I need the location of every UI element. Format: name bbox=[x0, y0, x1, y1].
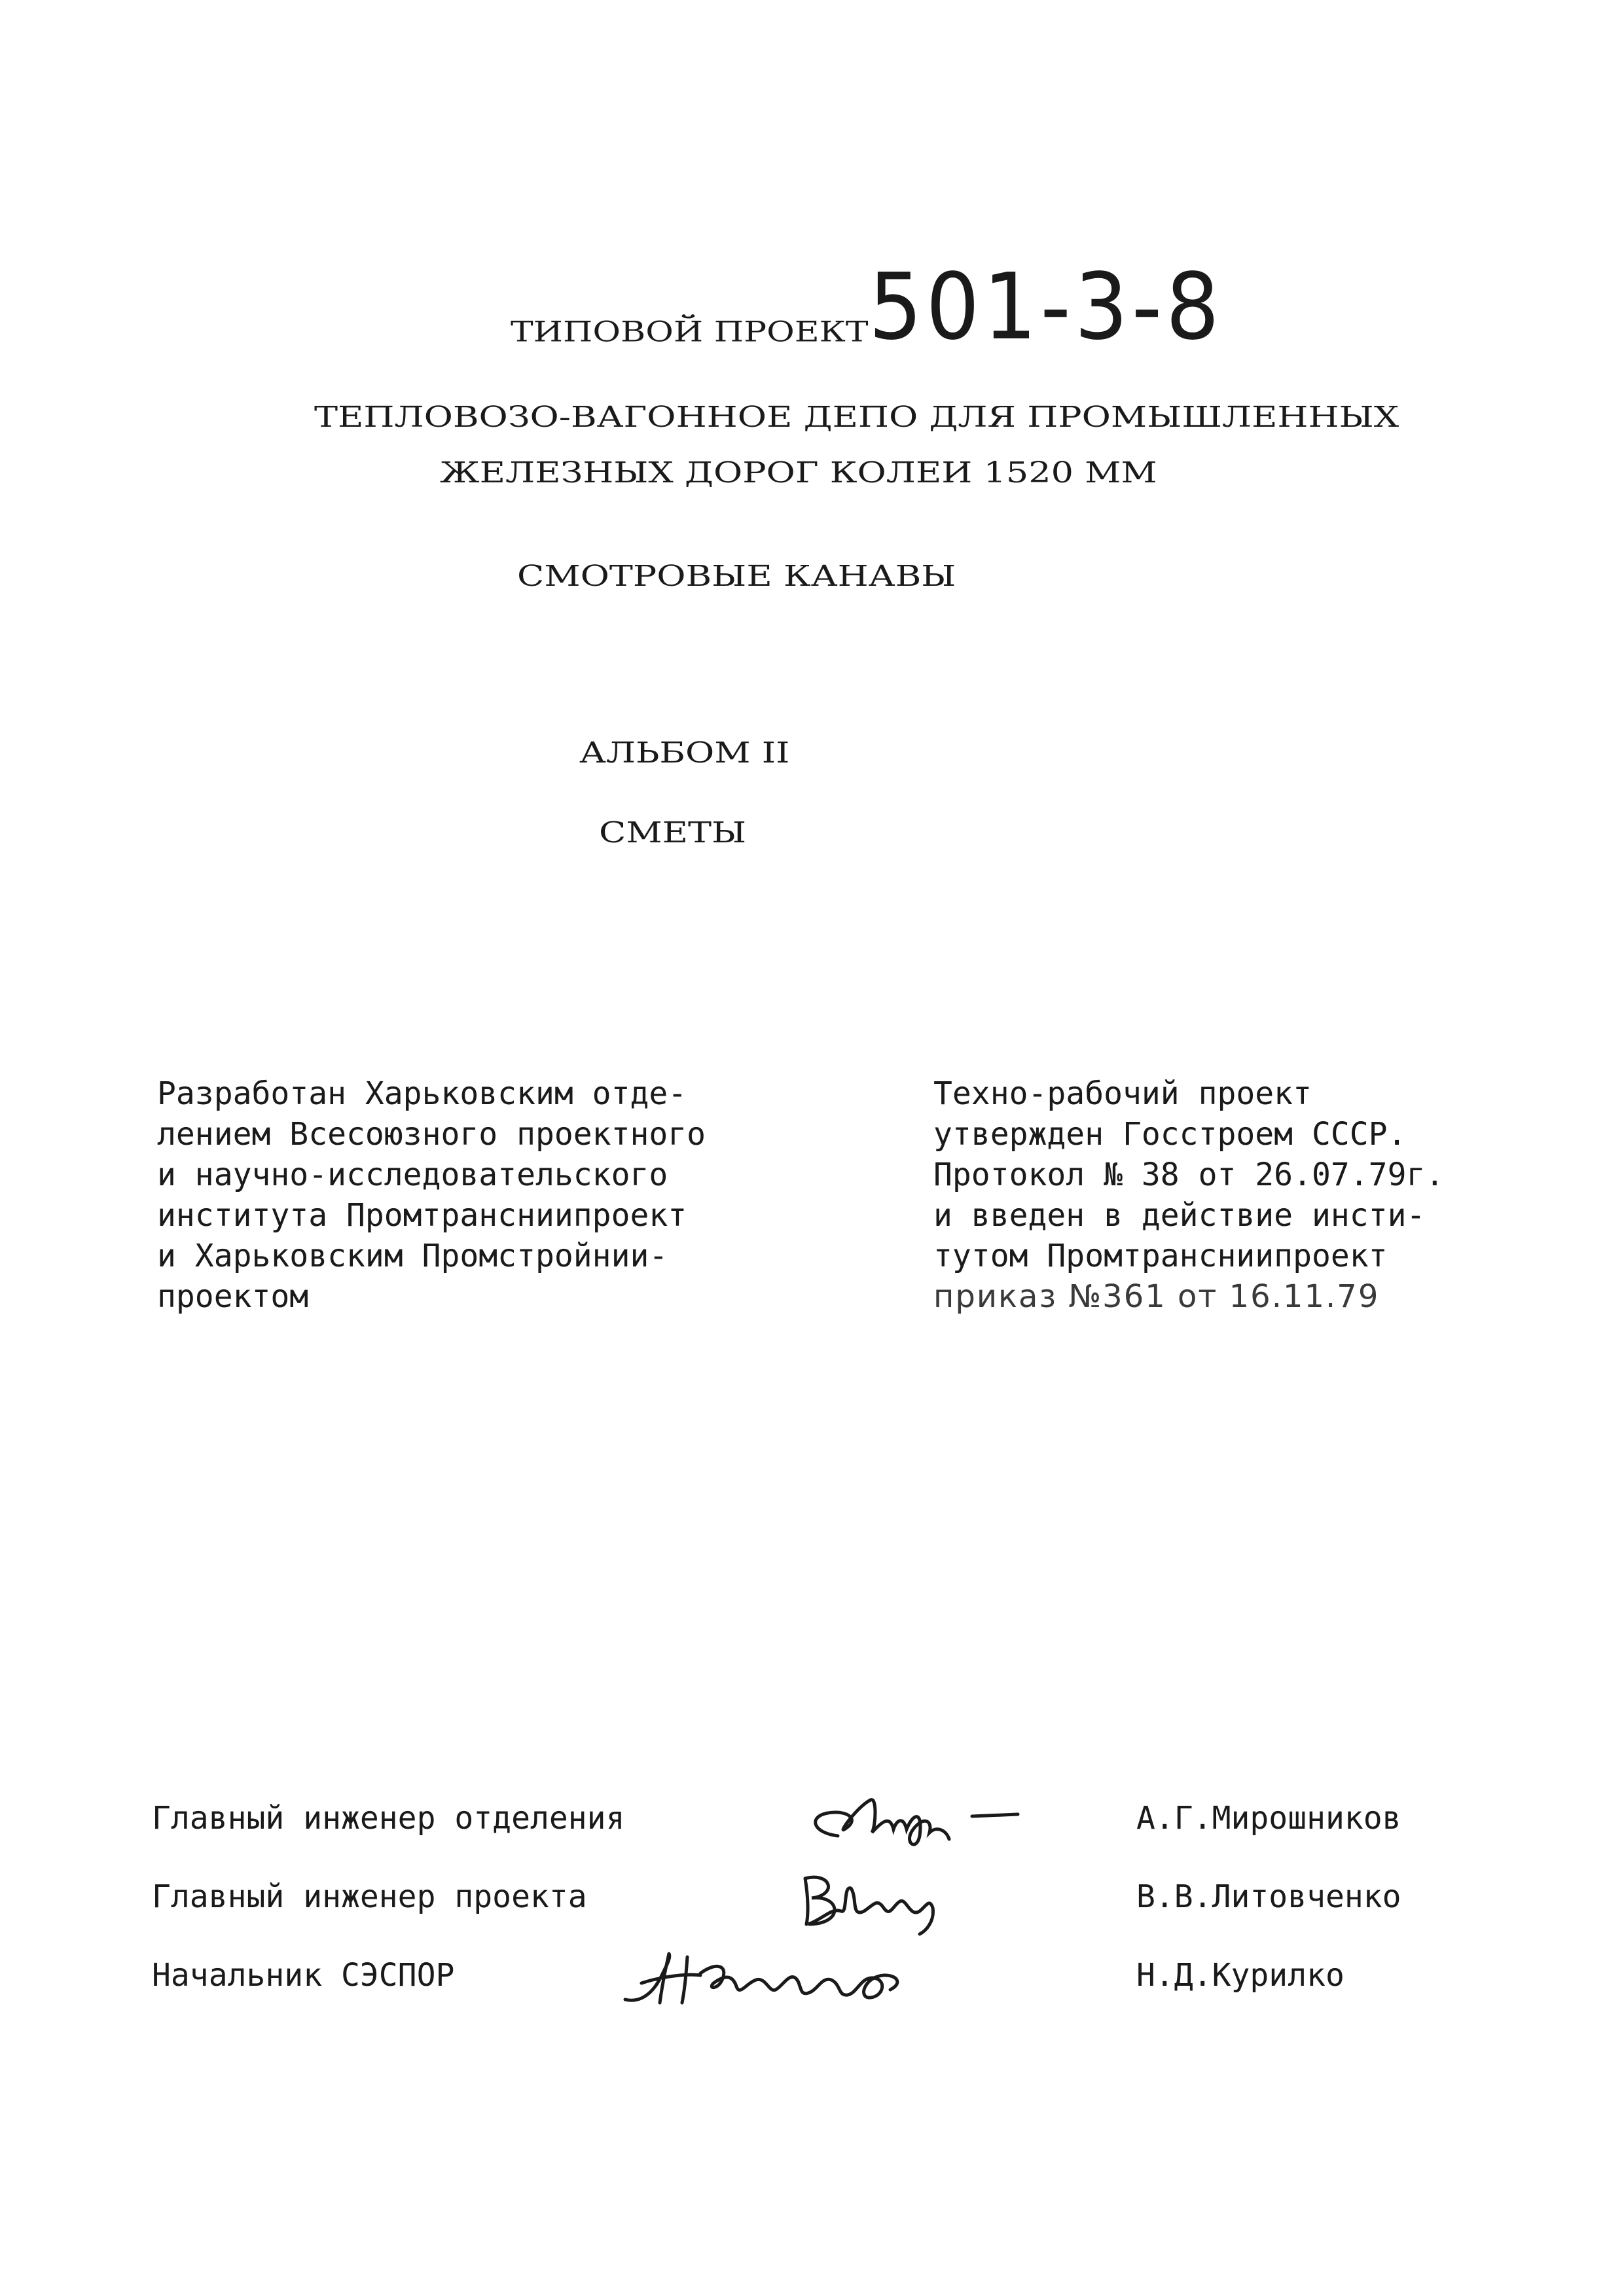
signature-role: Главный инженер проекта bbox=[152, 1878, 587, 1915]
developed-by-line: лением Всесоюзного проектного bbox=[157, 1116, 706, 1153]
project-title bbox=[511, 254, 1254, 361]
signature-row bbox=[0, 1859, 1624, 1937]
approval-line: Протокол № 38 от 26.07.79г. bbox=[933, 1157, 1445, 1193]
signature-graphic bbox=[785, 1859, 1047, 1944]
approval-line: тутом Промтрансниипроект bbox=[933, 1238, 1388, 1274]
signature-row bbox=[0, 1937, 1624, 2016]
signature-role: Начальник СЭСПОР bbox=[152, 1957, 455, 1994]
subtitle-line-1: ТЕПЛОВОЗО-ВАГОННОЕ ДЕПО ДЛЯ ПРОМЫШЛЕННЫХ bbox=[314, 399, 1399, 434]
developed-by-line: института Промтрансниипроект bbox=[157, 1197, 687, 1234]
developed-by-line: Разработан Харьковским отде- bbox=[157, 1075, 687, 1112]
subtitle-line-2: ЖЕЛЕЗНЫХ ДОРОГ КОЛЕИ 1520 ММ bbox=[440, 455, 1157, 490]
signature-name: Н.Д.Курилко bbox=[1136, 1957, 1344, 1994]
signature-role: Главный инженер отделения bbox=[152, 1800, 625, 1837]
developed-by-line: проектом bbox=[157, 1278, 309, 1315]
album-label: АЛЬБОМ II bbox=[579, 735, 790, 770]
developed-by-line: и Харьковским Промстройнии- bbox=[157, 1238, 668, 1274]
approval-block bbox=[933, 1073, 1444, 1317]
signature-row bbox=[0, 1780, 1624, 1859]
approval-line: утвержден Госстроем СССР. bbox=[933, 1116, 1407, 1153]
section-title: СМОТРОВЫЕ КАНАВЫ bbox=[517, 558, 956, 593]
album-content: СМЕТЫ bbox=[599, 815, 747, 850]
developed-by-line: и научно-исследовательского bbox=[157, 1157, 668, 1193]
project-title-prefix: ТИПОВОЙ ПРОЕКТ bbox=[511, 315, 869, 348]
approval-line: Техно-рабочий проект bbox=[933, 1075, 1312, 1112]
signature-graphic bbox=[615, 1937, 982, 2022]
order-note: приказ №361 от 16.11.79 bbox=[933, 1278, 1380, 1315]
signature-graphic bbox=[799, 1780, 1113, 1865]
project-number: 501-3-8 bbox=[868, 254, 1223, 361]
approval-line: и введен в действие инсти- bbox=[933, 1197, 1426, 1234]
signature-name: В.В.Литовченко bbox=[1136, 1878, 1401, 1915]
signature-name: А.Г.Мирошников bbox=[1136, 1800, 1401, 1837]
developed-by-block bbox=[157, 1073, 706, 1317]
